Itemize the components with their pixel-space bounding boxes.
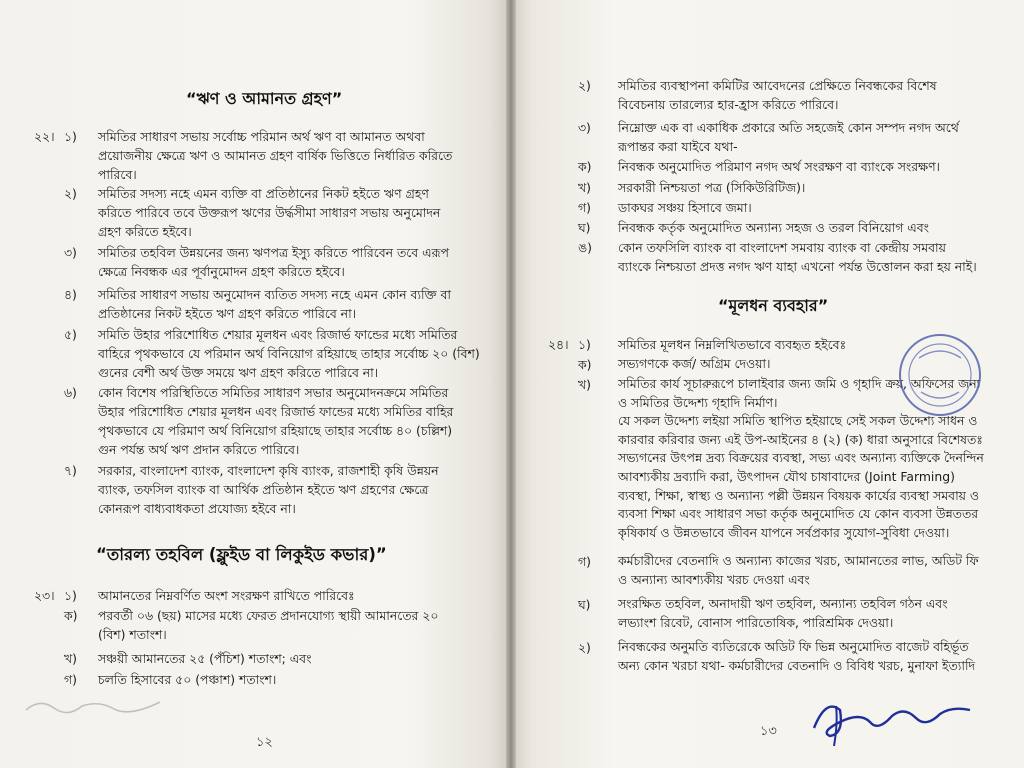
section-23-intro: আমানতের নিম্নবর্ণিত অংশ সংরক্ষণ রাখিতে পারিবেঃ [98, 588, 355, 603]
text-line: বাহিরে পৃথকভাবে যে পরিমান অর্থ বিনিয়োগ রহিয়াছে তাহার সর্বোচ্চ ২০ (বিশ) [98, 346, 480, 361]
text-line: গুন পর্যন্ত অর্থ ঋণ প্রদান করিতে পারিবে। [98, 442, 300, 457]
text-line: গুনের বেশী অর্থ উক্ত সময়ে ঋণ গ্রহণ করিতে পারিবে না। [98, 365, 379, 380]
text-line: কারবার করিবার জন্য এই উপ-আইনের ৪ (২) (ক) ধারা অনুসারে বিশেষতঃ [618, 431, 983, 447]
item-text [98, 383, 453, 459]
text-line: সমিতির সাধারণ সভায় অনুমোদন ব্যতিত সদস্য নহে এমন কোন ব্যক্তি বা [98, 287, 452, 302]
item-number: গ) [578, 554, 591, 569]
text-line: ব্যবসা শিক্ষা এবং সাধারণ সভা কর্তৃক অনুমোদিত যে কোন ব্যবসা উন্নততর [618, 506, 979, 522]
book-gutter [506, 0, 516, 768]
section-number-24: ২৪। [548, 337, 569, 352]
text-line: সংরক্ষিত তহবিল, অনাদায়ী ঋণ তহবিল, অন্যান্য তহবিল গঠন এবং [618, 596, 948, 611]
text-line: ব্যবস্থা, শিক্ষা, স্বাস্থ্য ও অন্যান্য পল্লী উন্নয়ন বিষয়ক কার্যের ব্যবস্থা সমবায় ও [618, 487, 980, 503]
page-number-right: ১৩ [760, 724, 777, 739]
section-number-23: ২৩। [34, 588, 55, 603]
text-line: ও সমিতির উদ্দেশ্য গৃহাদি নির্মাণ। [618, 394, 778, 410]
item-text [98, 243, 449, 281]
item-text [618, 178, 805, 197]
item-text [98, 649, 311, 668]
item-text [618, 218, 929, 237]
text-line: বিবেচনায় তারল্যের হার-হ্রাস করিতে পারিবে। [618, 97, 839, 112]
text-line: সমিতির তহবিল উন্নয়নের জন্য ঋণপত্র ইস্যু করিতে পারিবেন তবে এরূপ [98, 245, 449, 260]
text-line: যে সকল উদ্দেশ্য লইয়া সমিতি স্থাপিত হইয়াছে সেই সকল উদ্দেশ্য সাধন ও [618, 413, 978, 429]
item-number: গ) [64, 672, 77, 687]
text-line: নিবন্ধক অনুমোদিত পরিমাণ নগদ অর্থ সংরক্ষণ বা ব্যাংকে সংরক্ষণ। [618, 159, 940, 174]
text-line: লভ্যাংশ রিবেট, বোনাস পারিতোষিক, পারিশ্রমিক দেওয়া। [618, 614, 894, 630]
item-text [98, 461, 439, 518]
text-line: ক্ষেত্রে নিবন্ধক এর পূর্বানুমোদন গ্রহণ করিতে হইবে। [98, 264, 345, 279]
item-number: ৩) [578, 120, 591, 135]
item-number: ৭) [64, 463, 77, 478]
item-number: ঘ) [578, 220, 591, 235]
text-line: সরকারী নিশ্চয়তা পত্র (সিকিউরিটিজ)। [618, 180, 806, 195]
item-number: খ) [64, 651, 77, 666]
item-number: ঙ) [578, 240, 592, 255]
item-text [98, 184, 440, 241]
item-number: ক) [578, 357, 592, 372]
text-line: পারিবে। [98, 167, 137, 182]
item-text [618, 76, 937, 114]
text-line: রূপান্তর করা যাইবে যথা- [618, 139, 738, 154]
item-text [618, 595, 948, 632]
item-text [618, 355, 770, 374]
text-line: চলতি হিসাবের ৫০ (পঞ্চাশ) শতাংশ। [98, 672, 277, 687]
section-number-22: ২২। [34, 129, 55, 144]
text-line: সভ্যগণকে কর্জ/ অগ্রিম দেওয়া। [618, 356, 771, 371]
section-title-liquidity-fund: “তারল্য তহবিল (ফ্লুইড বা লিকুইড কভার)” [96, 545, 387, 564]
text-line: (বিশ) শতাংশ। [98, 627, 167, 642]
text-line: ও অন্যান্য আবশ্যকীয় খরচ দেওয়া এবং [618, 571, 810, 587]
text-line: পরবর্তী ০৬ (ছয়) মাসের মধ্যে ফেরত প্রদানযোগ্য স্থায়ী আমানতের ২০ [98, 608, 439, 623]
text-line: কর্মচারীদের বেতনাদি ও অন্যান্য কাজের খরচ, আমানতের লাভ, অডিট ফি [618, 553, 979, 568]
item-text [98, 285, 451, 323]
text-line: করিতে পারিবে তবে উক্তরূপ ঋণের উর্দ্ধসীমা সাধারণ সভায় অনুমোদন [98, 205, 441, 220]
text-line: প্রতিষ্ঠানের নিকট হইতে ঋণ গ্রহণ করিতে পারিবে না। [98, 306, 357, 321]
section-title-capital-use: “মূলধন ব্যবহার” [718, 296, 829, 315]
item-text [98, 606, 438, 644]
text-line: ডাকঘর সঞ্চয় হিসাবে জমা। [618, 200, 752, 215]
faded-signature-left [20, 680, 170, 730]
text-line: পৃথকভাবে যে পরিমাণ অর্থ বিনিয়োগ রহিয়াছে তাহার সর্বোচ্চ ৪০ (চল্লিশ) [98, 423, 453, 438]
item-text [98, 325, 480, 382]
section-24-item-number: ১) [578, 337, 591, 352]
item-number: গ) [578, 200, 591, 215]
text-line: উহার পরিশোধিত শেয়ার মূলধন এবং রিজার্ভ ফান্ডের মধ্যে সমিতির বাহির [98, 404, 454, 419]
signature [800, 688, 980, 758]
item-number: ১) [64, 129, 77, 144]
text-line: সমিতির ব্যবস্থাপনা কমিটির আবেদনের প্রেক্ষিতে নিবন্ধকের বিশেষ [618, 78, 937, 93]
text-line: নিবন্ধকের অনুমতি ব্যতিরেকে অডিট ফি ভিন্ন অনুমোদিত বাজেট বহির্ভূত [618, 639, 969, 654]
item-text [618, 638, 975, 675]
text-line: কোনরূপ বাধ্যবাধকতা প্রযোজ্য হইবে না। [98, 501, 296, 516]
item-number: ৬) [64, 385, 77, 400]
text-line: ব্যাংক, তফসিল ব্যাংক বা আর্থিক প্রতিষ্ঠান হইতে ঋণ গ্রহণের ক্ষেত্রে [98, 482, 429, 497]
text-line: আবশ্যকীয় দ্রব্যাদি করা, উৎপাদন যৌথ চাষাবাদের (Joint Farming) [618, 468, 955, 484]
text-line: নিবন্ধক কর্তৃক অনুমোদিত অন্যান্য সহজ ও তরল বিনিয়োগ এবং [618, 220, 929, 235]
text-line: সমিতি উহার পরিশোধিত শেয়ার মূলধন এবং রিজার্ভ ফান্ডের মধ্যে সমিতির [98, 327, 458, 342]
item-number: ২) [578, 78, 591, 93]
round-seal-stamp [895, 330, 985, 420]
section-title-loan-deposit: “ঋণ ও আমানত গ্রহণ” [186, 89, 343, 108]
text-line: নিম্নোক্ত এক বা একাধিক প্রকারে অতি সহজেই কোন সম্পদ নগদ অর্থে [618, 120, 959, 135]
item-text [618, 118, 959, 156]
item-number: খ) [578, 377, 591, 392]
item-text [618, 238, 977, 276]
item-number: ২) [64, 186, 77, 201]
text-line: গ্রহণ করিতে হইবে। [98, 224, 192, 239]
text-line: সভ্যগনের উৎপন্ন দ্রব্য বিক্রয়ের ব্যবস্থা, সভ্য এবং অন্যান্য ব্যক্তিকে দৈনন্দিন [618, 450, 984, 466]
item-number: ক) [64, 608, 78, 623]
item-number: খ) [578, 180, 591, 195]
text-line: সমিতির সদস্য নহে এমন ব্যক্তি বা প্রতিষ্ঠানের নিকট হইতে ঋণ গ্রহণ [98, 186, 429, 201]
item-text [618, 157, 940, 176]
item-text [618, 198, 752, 217]
text-line: সরকার, বাংলাদেশ ব্যাংক, বাংলাদেশ কৃষি ব্যাংক, রাজশাহী কৃষি উন্নয়ন [98, 463, 439, 478]
text-line: সমিতির কার্য সূচারুরূপে চালাইবার জন্য জমি ও গৃহাদি ক্রয়, অফিসের জন্য [618, 376, 981, 391]
text-line: কোন তফসিলি ব্যাংক বা বাংলাদেশ সমবায় ব্যাংক বা কেন্দ্রীয় সমবায় [618, 240, 946, 255]
text-line: কোন বিশেষ পরিস্থিতিতে সমিতির সাধারণ সভার অনুমোদনক্রমে সমিতির [98, 385, 449, 400]
text-line: ব্যাংকে নিশ্চয়তা প্রদত্ত নগদ ঋণ যাহা এখনো পর্যন্ত উত্তোলন করা হয় নাই। [618, 259, 977, 274]
page-number-left: ১২ [256, 735, 273, 750]
item-number: ৫) [64, 327, 77, 342]
section-24-intro: সমিতির মূলধন নিম্নলিখিতভাবে ব্যবহৃত হইবেঃ [618, 337, 847, 352]
text-line: প্রয়োজনীয় ক্ষেত্রে ঋণ ও আমানত গ্রহণ বার্ষিক ভিত্তিতে নির্ধারিত করিতে [98, 148, 453, 163]
text-line: সঞ্চয়ী আমানতের ২৫ (পঁচিশ) শতাংশ; এবং [98, 651, 312, 666]
item-number: ৩) [64, 245, 77, 260]
item-number: ঘ) [578, 597, 591, 612]
item-text [618, 552, 979, 589]
section-23-item-number: ১) [64, 588, 77, 603]
item-number: ৪) [64, 287, 77, 302]
text-line: অন্য কোন খরচা যথা- কর্মচারীদের বেতনাদি ও বিবিধ খরচ, মুনাফা ইত্যাদি [618, 657, 976, 673]
item-number: ক) [578, 159, 592, 174]
text-line: সমিতির সাধারণ সভায় সর্বোচ্চ পরিমান অর্থ ঋণ বা আমানত অথবা [98, 129, 425, 144]
item-text [98, 127, 452, 184]
text-line: কৃষিকার্য ও উন্নতভাবে জীবন যাপনে সর্বপ্রকার সুযোগ-সুবিধা দেওয়া। [618, 524, 950, 540]
item-number: ২) [578, 640, 591, 655]
